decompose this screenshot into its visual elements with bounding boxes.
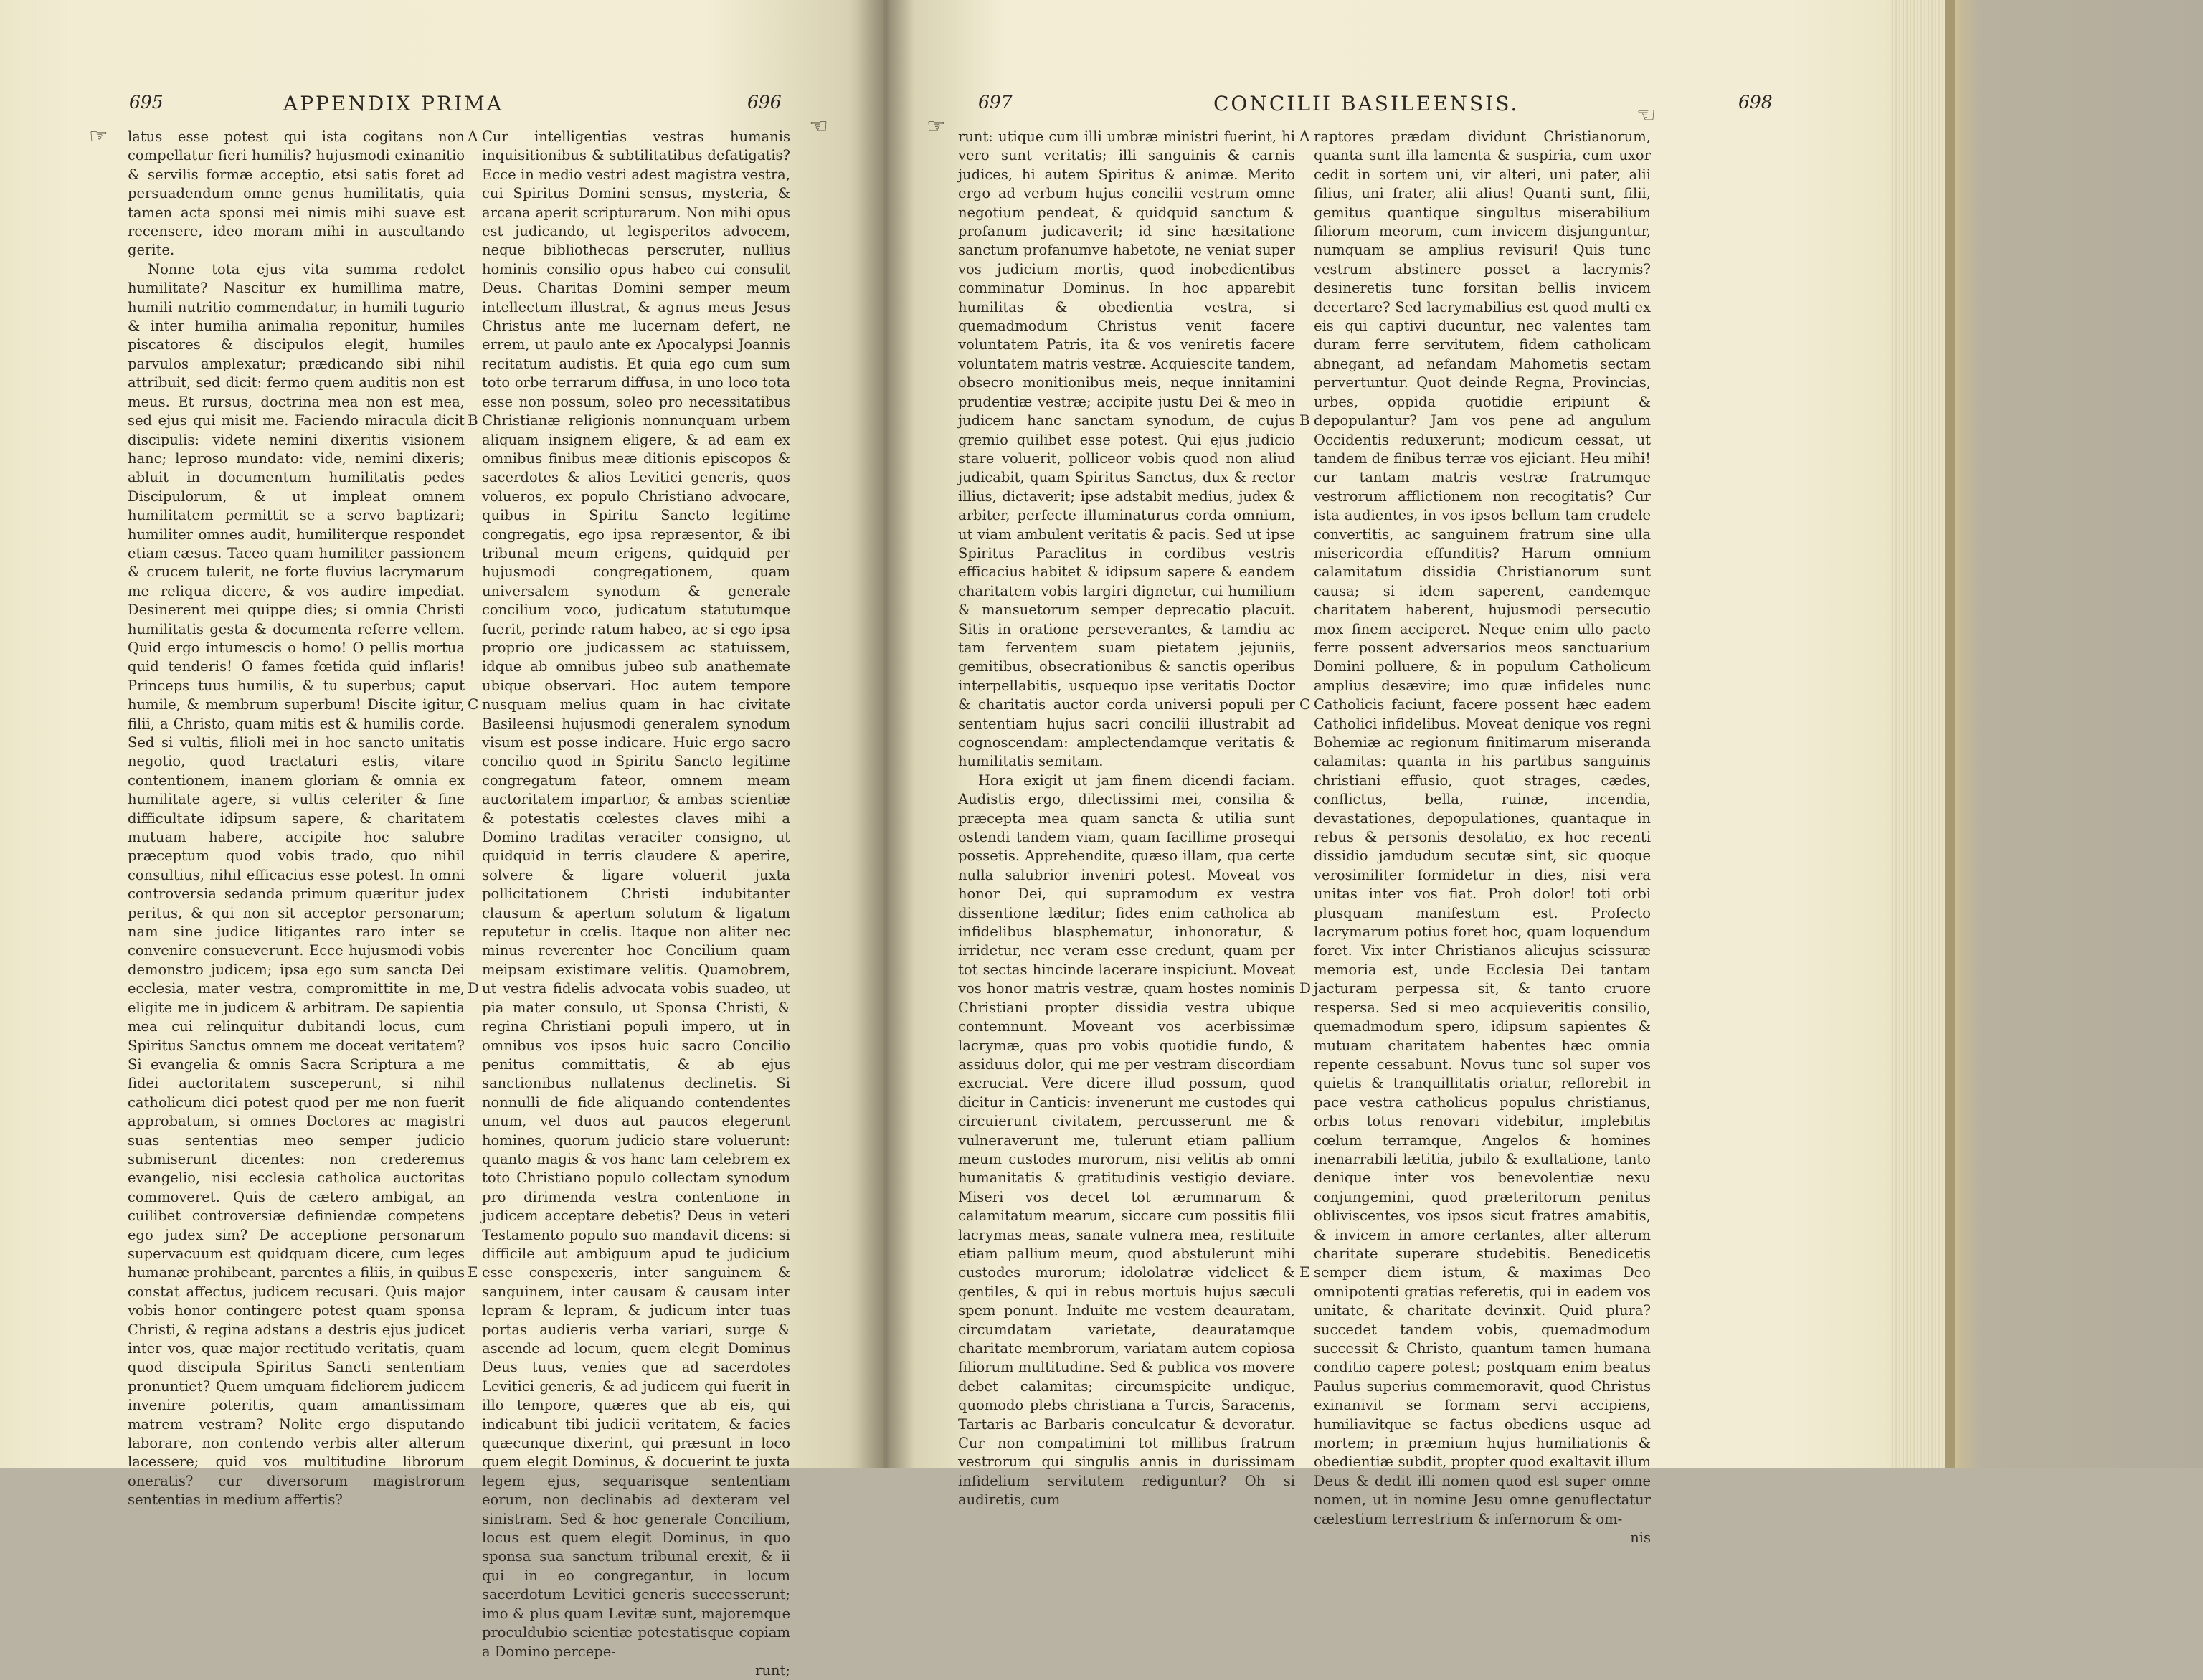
margin-marker-e: E [468,1263,478,1281]
margin-marker-b: B [1299,412,1310,429]
running-title-appendix: APPENDIX PRIMA [283,92,504,115]
margin-marker-d: D [1299,979,1312,997]
margin-marker-e: E [1299,1263,1310,1281]
right-page-header [978,92,1810,123]
margin-marker-a: A [468,128,478,145]
margin-marker-c: C [1299,696,1311,713]
page-number-698: 698 [1738,92,1773,113]
page-number-697: 697 [978,92,1013,113]
page-edges [1890,0,1947,1468]
manicule-icon: ☜ [1636,103,1656,128]
page-number-696: 696 [747,92,782,113]
paragraph: latus esse potest qui ista cogitans non compellatur fieri humilis? hujusmodi exinanitio & servilis formæ acceptio, etsi satis foret ad persuadendum omne genus humilitatis, quia tamen acta sponsi mei nimis mihi suave est recensere, ideo moram mihi in auscultando gerite. [128,128,465,259]
paragraph: raptores prædam dividunt Christianorum, quanta sunt illa lamenta & suspiria, cum uxor cedit in sortem uni, vir alteri, uni pater, alii filius, uni frater, alii alius! Quanti sunt, filii, gemitus quantique singultus miserabilium filiorum meorum, cum invicem disjunguntur, numquam se amplius revisuri! Quis tunc vestrum abstinere posset a lacrymis? desineretis tunc forsitan bellis invicem decertare? Sed lacrymabilius est quod multi ex eis qui captivi ducuntur, nec valentes tam duram ferre servitutem, fidem catholicam abnegant, ad nefandam Mahometis sectam pervertuntur. Quot deinde Regna, Provincias, urbes, oppida quotidie eripiunt & depopulantur? Jam vos pene ad angulum Occidentis reduxerunt; modicum cessat, ut tandem de finibus terræ vos ejiciant. Heu mihi! cur tantam matris vestræ fratrumque vestrorum afflictionem non recogitatis? Cur ista audientes, in vos ipsos bellum tam crudele convertitis, ac sanguinem fratrum sine ulla misericordia effunditis? Harum omnium calamitatum dissidia Christianorum sunt causa; si idem saperent, eandemque charitatem haberent, hujusmodi persecutio mox finem acciperet. Neque enim ullo pacto ferre possent adversarios meos sanctuarium Domini polluere, & in populum Catholicum amplius desævire; imo quæ infideles nunc Catholicis faciunt, facere possent hæc eadem Catholici infidelibus. Moveat denique vos regni Bohemiæ ac regionum finitimarum miseranda calamitas: quanta in his partibus sanguinis christiani effusio, quot strages, cædes, conflictus, bella, ruinæ, incendia, devastationes, depopulationes, quantaque in rebus & personis desolatio, ex hoc recenti dissidio jamdudum secutæ sint, sic quoque verosimiliter formidetur in dies, nisi vera unitas inter vos fiat. Proh dolor! toti orbi plusquam manifestum est. Profecto lacrymarum potius foret hoc, quam loquendum foret. Vix inter Christianos alicujus scissuræ memoria est, unde Ecclesia Dei tantam jacturam perpessa sit, & tanto cruore respersa. Sed si meo acquieveritis consilio, quemadmodum spero, idipsum sapientes & mutuam charitatem habentes hæc omnia repente cessabunt. Novus tunc sol super vos quietis & tranquillitatis oriatur, reflorebit in pace vestra catholicus populus christianus, orbis totus renovari videbitur, implebitis cœlum terramque, Angelos & homines inenarrabili lætitia, jubilo & exultatione, tanto denique inter vos benevolentiæ nexu conjungemini, quod præteritorum penitus obliviscentes, vos ipsos sicut fratres amabitis, & invicem in amore certantes, alter alterum charitate superare studebitis. Benedicetis semper diem istum, & maximas Deo omnipotenti gratias referetis, qui in eadem vos unitate, & charitate devinxit. Quid plura? succedet tandem vobis, quemadmodum successit & Christo, quantum tamen humana conditio capere potest; postquam enim beatus Paulus superius commemoravit, quod Christus exinanivit se formam servi accipiens, humiliavitque se factus obediens usque ad mortem; in præmium hujus humiliationis & obedientiæ subdit, propter quod exaltavit illum Deus & dedit illi nomen quod est super omne nomen, ut in nomine Jesu omne genuflectatur cælestium terrestrium & infernorum & om- [1314,128,1651,1527]
left-page [0,0,883,1679]
book-cover [1945,0,2203,1468]
right-page-column-2 [1314,128,1651,1547]
manicule-icon: ☞ [927,114,946,139]
manicule-icon: ☜ [809,114,828,139]
margin-marker-a: A [1299,128,1310,145]
paragraph: Cur intelligentias vestras humanis inquisitionibus & subtilitatibus defatigatis? Ecce in medio vestri adest magistra vestra, cui Spiritus Domini sensus, mysteria, & arcana aperit scripturarum. Non mihi opus est judicando, ut legisperitos advocem, neque bibliothecas perscruter, nullius hominis consilio opus habeo cui consulit Deus. Charitas Domini semper meum intellectum illustrat, & agnus meus Jesus Christus ante me lucernam defert, ne errem, ut paulo ante ex Apocalypsi Joannis recitatum audistis. Et quia ego cum sum toto orbe terrarum diffusa, in uno loco tota esse non possum, soleo pro necessitatibus Christianæ religionis nonnunquam urbem aliquam insignem eligere, & ad eam ex omnibus finibus meæ ditionis episcopos & sacerdotes & alios Levitici generis, quos volueros, ex populo Christiano advocare, quibus in Spiritu Sancto legitime congregatis, ego ipsa repræsentor, & ibi tribunal meum erigens, quidquid per hujusmodi congregationem, quam universalem synodum & generale concilium voco, judicatum statutumque fuerit, perinde ratum habeo, ac si ego ipsa proprio ore judicassem ac statuissem, idque ab omnibus jubeo sub anathemate ubique observari. Hoc autem tempore nusquam melius quam in hac civitate Basileensi hujusmodi generalem synodum visum est posse indicare. Huic ergo sacro concilio quod in Spiritu Sancto legitime congregatum fateor, omnem meam auctoritatem impartior, & ambas scientiæ & potestatis cœlestes claves mihi a Domino traditas veraciter consigno, ut quidquid in terris claudere & aperire, solvere & ligare voluerit juxta pollicitationem Christi indubitanter clausum & apertum solutum & ligatum reputetur in cœlis. Itaque non aliter nec minus reverenter hoc Concilium quam meipsam existimare velitis. Quamobrem, ut vestra fidelis advocata vobis suadeo, ut pia mater consulo, ut Sponsa Christi, & regina Christiani populi impero, ut in omnibus vos ipsos huic sacro Concilio penitus committatis, & ab ejus sanctionibus nullatenus declinetis. Si nonnulli de fide aliquando contendentes unum, vel duos aut paucos elegerunt homines, quorum judicio stare voluerunt: quanto magis & vos hanc tam celebrem ex toto Christiano populo collectam synodum pro dirimenda vestra contentione in judicem acceptare debetis? Deus in veteri Testamento populo suo mandavit dicens: si difficile aut ambiguum apud te judicium esse conspexeris, inter sanguinem & sanguinem, inter causam & causam inter lepram & lepram, & judicum inter tuas portas audieris verba variari, surge & ascende ad locum, quem elegit Dominus Deus tuus, venies que ad sacerdotes Levitici generis, & ad judicem qui fuerit in illo tempore, quæres que ab eis, qui indicabunt tibi judicii veritatem, & facies quæcunque dixerint, qui præsunt in loco quem elegit Dominus, & docuerint te juxta legem ejus, sequarisque sententiam eorum, non declinabis ad dexteram vel sinistram. Sed & hoc generale Concilium, locus est quem elegit Dominus, in quo sponsa sua sanctum tribunal erexit, & ii qui in eo congregantur, in locum sacerdotum Levitici generis successerunt; imo & plus quam Levitæ sunt, majoremque proculdubio scientiæ potestatisque copiam a Domino percepe- [482,128,790,1660]
left-page-column-1 [128,128,465,1510]
paragraph: runt: utique cum illi umbræ ministri fuerint, hi vero sunt veritatis; illi sanguinis & carnis judices, hi autem Spiritus & animæ. Merito ergo ad verbum hujus concilii vestrum omne negotium pendeat, & quidquid sanctum & profanum judicaverit; id sine hæsitatione sanctum profanumve habetote, ne veniat super vos judicium mortis, quod inobedientibus comminatur Dominus. In hoc apparebit humilitas & obedientia vestra, si quemadmodum Christus venit facere voluntatem Patris, ita & vos veniretis facere voluntatem matris vestræ. Acquiescite tandem, obsecro monitionibus meis, neque innitamini prudentiæ vestræ; accipite justu Dei & meo in judicem hanc sanctam synodum, de cujus gremio quilibet esse potest. Qui ejus judicio stare voluerit, polliceor vobis quod non aliud judicabit, quam Spiritus Sanctus, dux & rector illius, dictaverit; ipse adstabit medius, judex & arbiter, perfecte illuminaturus corda omnium, ut viam ambulent veritatis & pacis. Sed ut ipse Spiritus Paraclitus in cordibus vestris efficacius habitet & idipsum sapere & eandem charitatem vobis largiri dignetur, cui humilium & mansuetorum semper deprecatio placuit. Sitis in oratione perseverantes, & tamdiu ac tam ferventem suam pietatem jejuniis, gemitibus, obsecrationibus & sanctis operibus interpellabitis, usquequo ipse veritatis Doctor & charitatis auctor corda universi populi per sententiam hujus sacri concilii illustrabit ad cognoscendam: amplectendamque veritatis & humilitatis semitam. [958,128,1295,770]
margin-marker-b: B [468,412,478,429]
page-number-695: 695 [129,92,164,113]
right-page-column-1 [958,128,1295,1510]
left-page-column-2 [482,128,790,1680]
book-gutter [858,0,915,1468]
cover-edge [1945,0,1955,1468]
running-title-concilii: CONCILII BASILEENSIS. [1213,92,1520,115]
paragraph: Nonne tota ejus vita summa redolet humilitate? Nascitur ex humillima matre, humili nutritio commendatur, in humili tugurio & inter humilia animalia reponitur, humiles piscatores & discipulos elegit, humiles parvulos amplexatur; prædicando sibi nihil attribuit, sed dicit: fermo quem auditis non est meus. Et rursus, doctrina mea non est mea, sed ejus qui misit me. Faciendo miracula dicit discipulis: videte nemini dixeritis visionem hanc; leproso mundato: vide, nemini dixeris; abluit in documentum humilitatis pedes Discipulorum, & ut impleat omnem humilitatem permittit se a servo baptizari; humiliter omnes audit, humiliterque respondet etiam cæsus. Taceo quam humiliter passionem & crucem tulerit, ne forte fluvius lacrymarum me reliqua dicere, & vos audire impediat. Desinerent mei quippe dies; si omnia Christi humilitatis gesta & documenta referre vellem. Quid ergo intumescis o homo! O pellis mortua quid tenderis! O fames fœtida quid inflaris! Princeps tuus humilis, & tu superbus; caput humile, & membrum superbum! Discite igitur, filii, a Christo, quam mitis est & humilis corde. Sed si vultis, filioli mei in hoc sancto unitatis negotio, quod tractaturi estis, vitare contentionem, inanem gloriam & omnia ex humilitate agere, si vultis celeriter & fine difficultate idipsum sapere, & charitatem mutuam habere, accipite hoc salubre præceptum quod vobis trado, quo nihil consultius, nihil efficacius esse potest. In omni controversia sedanda primum quæritur judex peritus, & qui non sit acceptor personarum; nam sine judice litigantes raro inter se convenire consueverunt. Ecce hujusmodi vobis demonstro judicem; ipsa ego sum sancta Dei ecclesia, mater vestra, compromittite in me, eligite me in judicem & arbitram. De sapientia mea cui relinquitur dubitandi locus, cum Spiritus Sanctus omnem me doceat veritatem? Si evangelia & omnis Sacra Scriptura a me fidei auctoritatem susceperunt, si nihil catholicum dici potest quod per me non fuerit approbatum, si omnes Doctores ac magistri suas sententias meo semper judicio submiserunt dicentes: non crederemus evangelio, nisi ecclesia catholica auctoritas commoveret. Quis de cætero ambigat, an cuilibet controversiæ definiendæ competens ego judex sim? De acceptione personarum supervacuum est quidquam dicere, cum leges humanæ prohibeant, parentes a filiis, in quibus constat affectus, judicem recusari. Quis major vobis honor contingere potest quam sponsa Christi, & regina adstans a destris ejus judicet inter vos, quæ major rectitudo veritatis, quam quod discipula Spiritus Sancti sententiam pronuntiet? Quem umquam fideliorem judicem invenire poteritis, quam amantissimam matrem vestram? Nolite ergo disputando laborare, non contendo verbis alter alterum lacessere; quid vos multitudine librorum oneratis? cur diversorum magistrorum sententias in medium affertis? [128,260,465,1509]
catchword: runt; [755,1661,790,1679]
left-page-header [129,92,789,123]
right-page [883,0,1890,1547]
manicule-icon: ☞ [89,124,108,149]
margin-marker-d: D [468,979,480,997]
catchword: nis [1630,1529,1651,1547]
paragraph: Hora exigit ut jam finem dicendi faciam. Audistis ergo, dilectissimi mei, consilia & præcepta mea quam sancta & utilia sunt ostendi tandem viam, quam facillime prosequi possetis. Apprehendite, quæso illam, qua certe nulla salubrior inveniri potest. Moveat vos honor Dei, qui supramodum ex vestra dissentione læditur; fides enim catholica ab infidelibus blasphematur, inhonoratur, & irridetur, nec veram esse credunt, quam per tot sectas hincinde lacerare inspiciunt. Moveat vos honor matris vestræ, quam hostes nominis Christiani propter dissidia vestra ubique contemnunt. Moveant vos acerbissimæ lacrymæ, quas pro vobis quotidie fundo, & assiduus dolor, qui me per vestram discordiam excruciat. Vere dicere illud possum, quod dicitur in Canticis: invenerunt me custodes qui circuierunt civitatem, percusserunt me & vulneraverunt me, tulerunt etiam pallium meum custodes murorum, nisi velitis ab omni humanitatis & gratitudinis vestigio deviare. Miseri vos decet tot ærumnarum & calamitatum mearum, siccare cum possitis filii lacrymas meas, sanate vulnera mea, restituite etiam pallium meum, quod abstulerunt mihi custodes murorum; idololatræ videlicet & gentiles, & qui in rebus mortuis hujus sæculi spem ponunt. Induite me vestem deauratam, circumdatam varietate, deauratamque charitate membrorum, variatam autem copiosa filiorum multitudine. Sed & publica vos movere debet calamitas; circumspicite undique, quomodo plebs christiana a Turcis, Saracenis, Tartaris ac Barbaris conculcatur & devoratur. Cur non compatimini tot millibus fratrum vestrorum qui singulis annis in durissimam infidelium servitutem rediguntur? Oh si audiretis, cum [958,772,1295,1509]
margin-marker-c: C [468,696,479,713]
